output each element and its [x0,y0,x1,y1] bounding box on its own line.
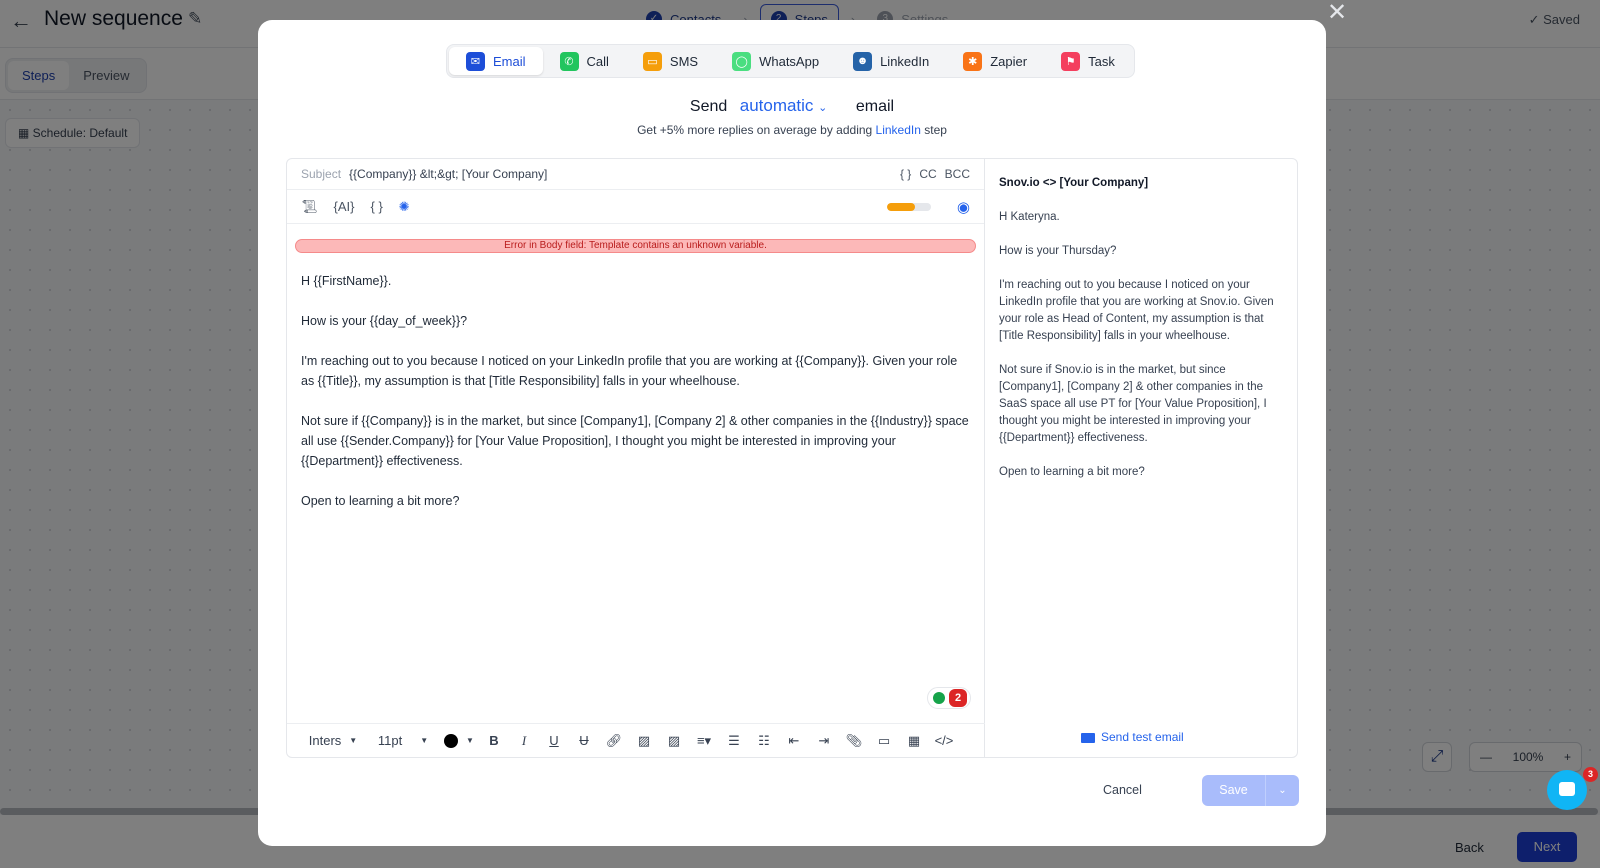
indent-icon[interactable]: ⇥ [818,732,830,748]
subject-field[interactable]: Subject {{Company}} &lt;&gt; [Your Company] { } CC BCC [287,159,984,190]
calendar-icon[interactable]: ▦ [907,732,921,748]
message-icon: ▭ [643,52,662,71]
subject-input[interactable]: {{Company}} &lt;&gt; [Your Company] [349,167,548,181]
outdent-icon[interactable]: ⇤ [788,732,800,748]
align-icon[interactable]: ≡▾ [696,732,712,748]
openai-icon[interactable]: ✺ [398,198,410,214]
flag-icon: ⚑ [1061,52,1080,71]
editor-pane [287,159,985,757]
asterisk-icon: ✱ [963,52,982,71]
bold-icon[interactable]: B [489,733,499,748]
eye-icon[interactable]: ◉ [956,198,970,216]
code-icon[interactable]: </> [934,733,954,748]
email-preview-pane: Snov.io <> [Your Company] H Kateryna. How is your Thursday? I'm reaching out to you because I noticed on your LinkedIn profile that you are working at Snov.io. Given your role as Head of Content, my assumption is that [Title Responsibility] falls in your wheelhouse. Not sure if Snov.io is in the market, but since [Company1], [Company 2] & other companies in the SaaS space all use PT for [Your Value Proposition], I thought you might be interested in improving your {{Department}} effectiveness. Open to learning a bit more? Send test email [985,159,1297,757]
underline-icon[interactable]: U [549,733,559,748]
bcc-button[interactable]: BCC [944,167,970,181]
template-scroll-icon[interactable]: 📜︎ [301,198,318,214]
tab-linkedin[interactable]: ☻ LinkedIn [836,47,946,75]
save-button-group [1202,775,1299,806]
color-swatch-icon [444,734,458,748]
whatsapp-icon: ◯ [732,52,751,71]
error-banner: Error in Body field: Template contains an unknown variable. [295,239,976,253]
close-icon[interactable]: ✕ [1327,0,1348,26]
send-test-email-link[interactable]: Send test email [1081,729,1184,746]
ai-variable-icon[interactable]: {AI} [333,199,355,214]
tab-call[interactable]: ✆ Call [543,47,626,75]
preview-subject: Snov.io <> [Your Company] [999,177,1149,189]
chat-unread-badge: 3 [1583,767,1598,782]
grammar-issue-count: 2 [949,689,967,707]
font-size-select[interactable]: 11pt ▼ [377,733,429,748]
insert-variable-button[interactable]: { } [899,167,912,181]
send-mode-dropdown[interactable]: automatic ⌄ [739,96,828,115]
numbered-list-icon[interactable]: ☷ [758,732,770,748]
send-mode-row: Send automatic ⌄ email [689,96,895,115]
cc-button[interactable]: CC [919,167,937,181]
editor-tools [287,190,984,224]
chevron-down-icon: ⌄ [818,102,828,114]
lightbulb-icon [933,692,945,704]
tab-email[interactable]: ✉ Email [449,47,543,75]
chat-widget-button[interactable] [1547,770,1587,810]
font-family-select[interactable]: Inters ▼ [308,733,358,748]
upload-image-icon[interactable]: ▨ [667,732,681,748]
bullet-list-icon[interactable]: ☰ [728,732,740,748]
save-options-chevron-icon[interactable]: ⌄ [1278,785,1287,796]
grammar-checker[interactable] [927,687,971,709]
attachment-icon[interactable]: 📎︎ [845,732,863,748]
phone-icon: ✆ [560,52,579,71]
email-editor [286,158,1298,758]
tab-sms[interactable]: ▭ SMS [626,47,715,75]
strikethrough-icon[interactable]: U [579,733,589,748]
tab-whatsapp[interactable]: ◯ WhatsApp [715,47,836,75]
envelope-icon: ✉ [466,52,485,71]
linkedin-link[interactable]: LinkedIn [875,123,921,137]
formatting-toolbar [287,723,985,757]
linkedin-hint: Get +5% more replies on average by adding LinkedIn step [637,123,947,137]
deliverability-meter [887,203,931,211]
save-button[interactable]: Save [1202,775,1266,806]
tab-zapier[interactable]: ✱ Zapier [946,47,1044,75]
email-body-input[interactable]: H {{FirstName}}. How is your {{day_of_week}}? I'm reaching out to you because I noticed on your LinkedIn profile that you are working at {{Company}}. Given your role as {{Title}}, my assumption is that [Title Responsibility] falls in your wheelhouse. Not sure if {{Company}} is in the market, but since [Company1], [Company 2] & other companies in the {{Industry}} space all use {{Sender.Company}} for [Your Value Proposition], I thought you might be interested in improving your {{Department}} effectiveness. Open to learning a bit more? [301,274,969,508]
people-icon: ☻ [853,52,872,71]
variables-icon[interactable]: { } [370,199,383,214]
tab-task[interactable]: ⚑ Task [1044,47,1132,75]
channel-tabs [446,44,1135,78]
video-icon[interactable]: ▭ [877,732,891,748]
italic-icon[interactable]: I [521,732,527,748]
envelope-icon [1081,733,1095,743]
link-icon[interactable]: 🔗︎ [605,732,623,748]
text-color-select[interactable]: ▼ [439,729,479,753]
cancel-button[interactable]: Cancel [1103,783,1142,797]
email-step-modal [258,20,1326,846]
image-icon[interactable]: ▨ [637,732,651,748]
